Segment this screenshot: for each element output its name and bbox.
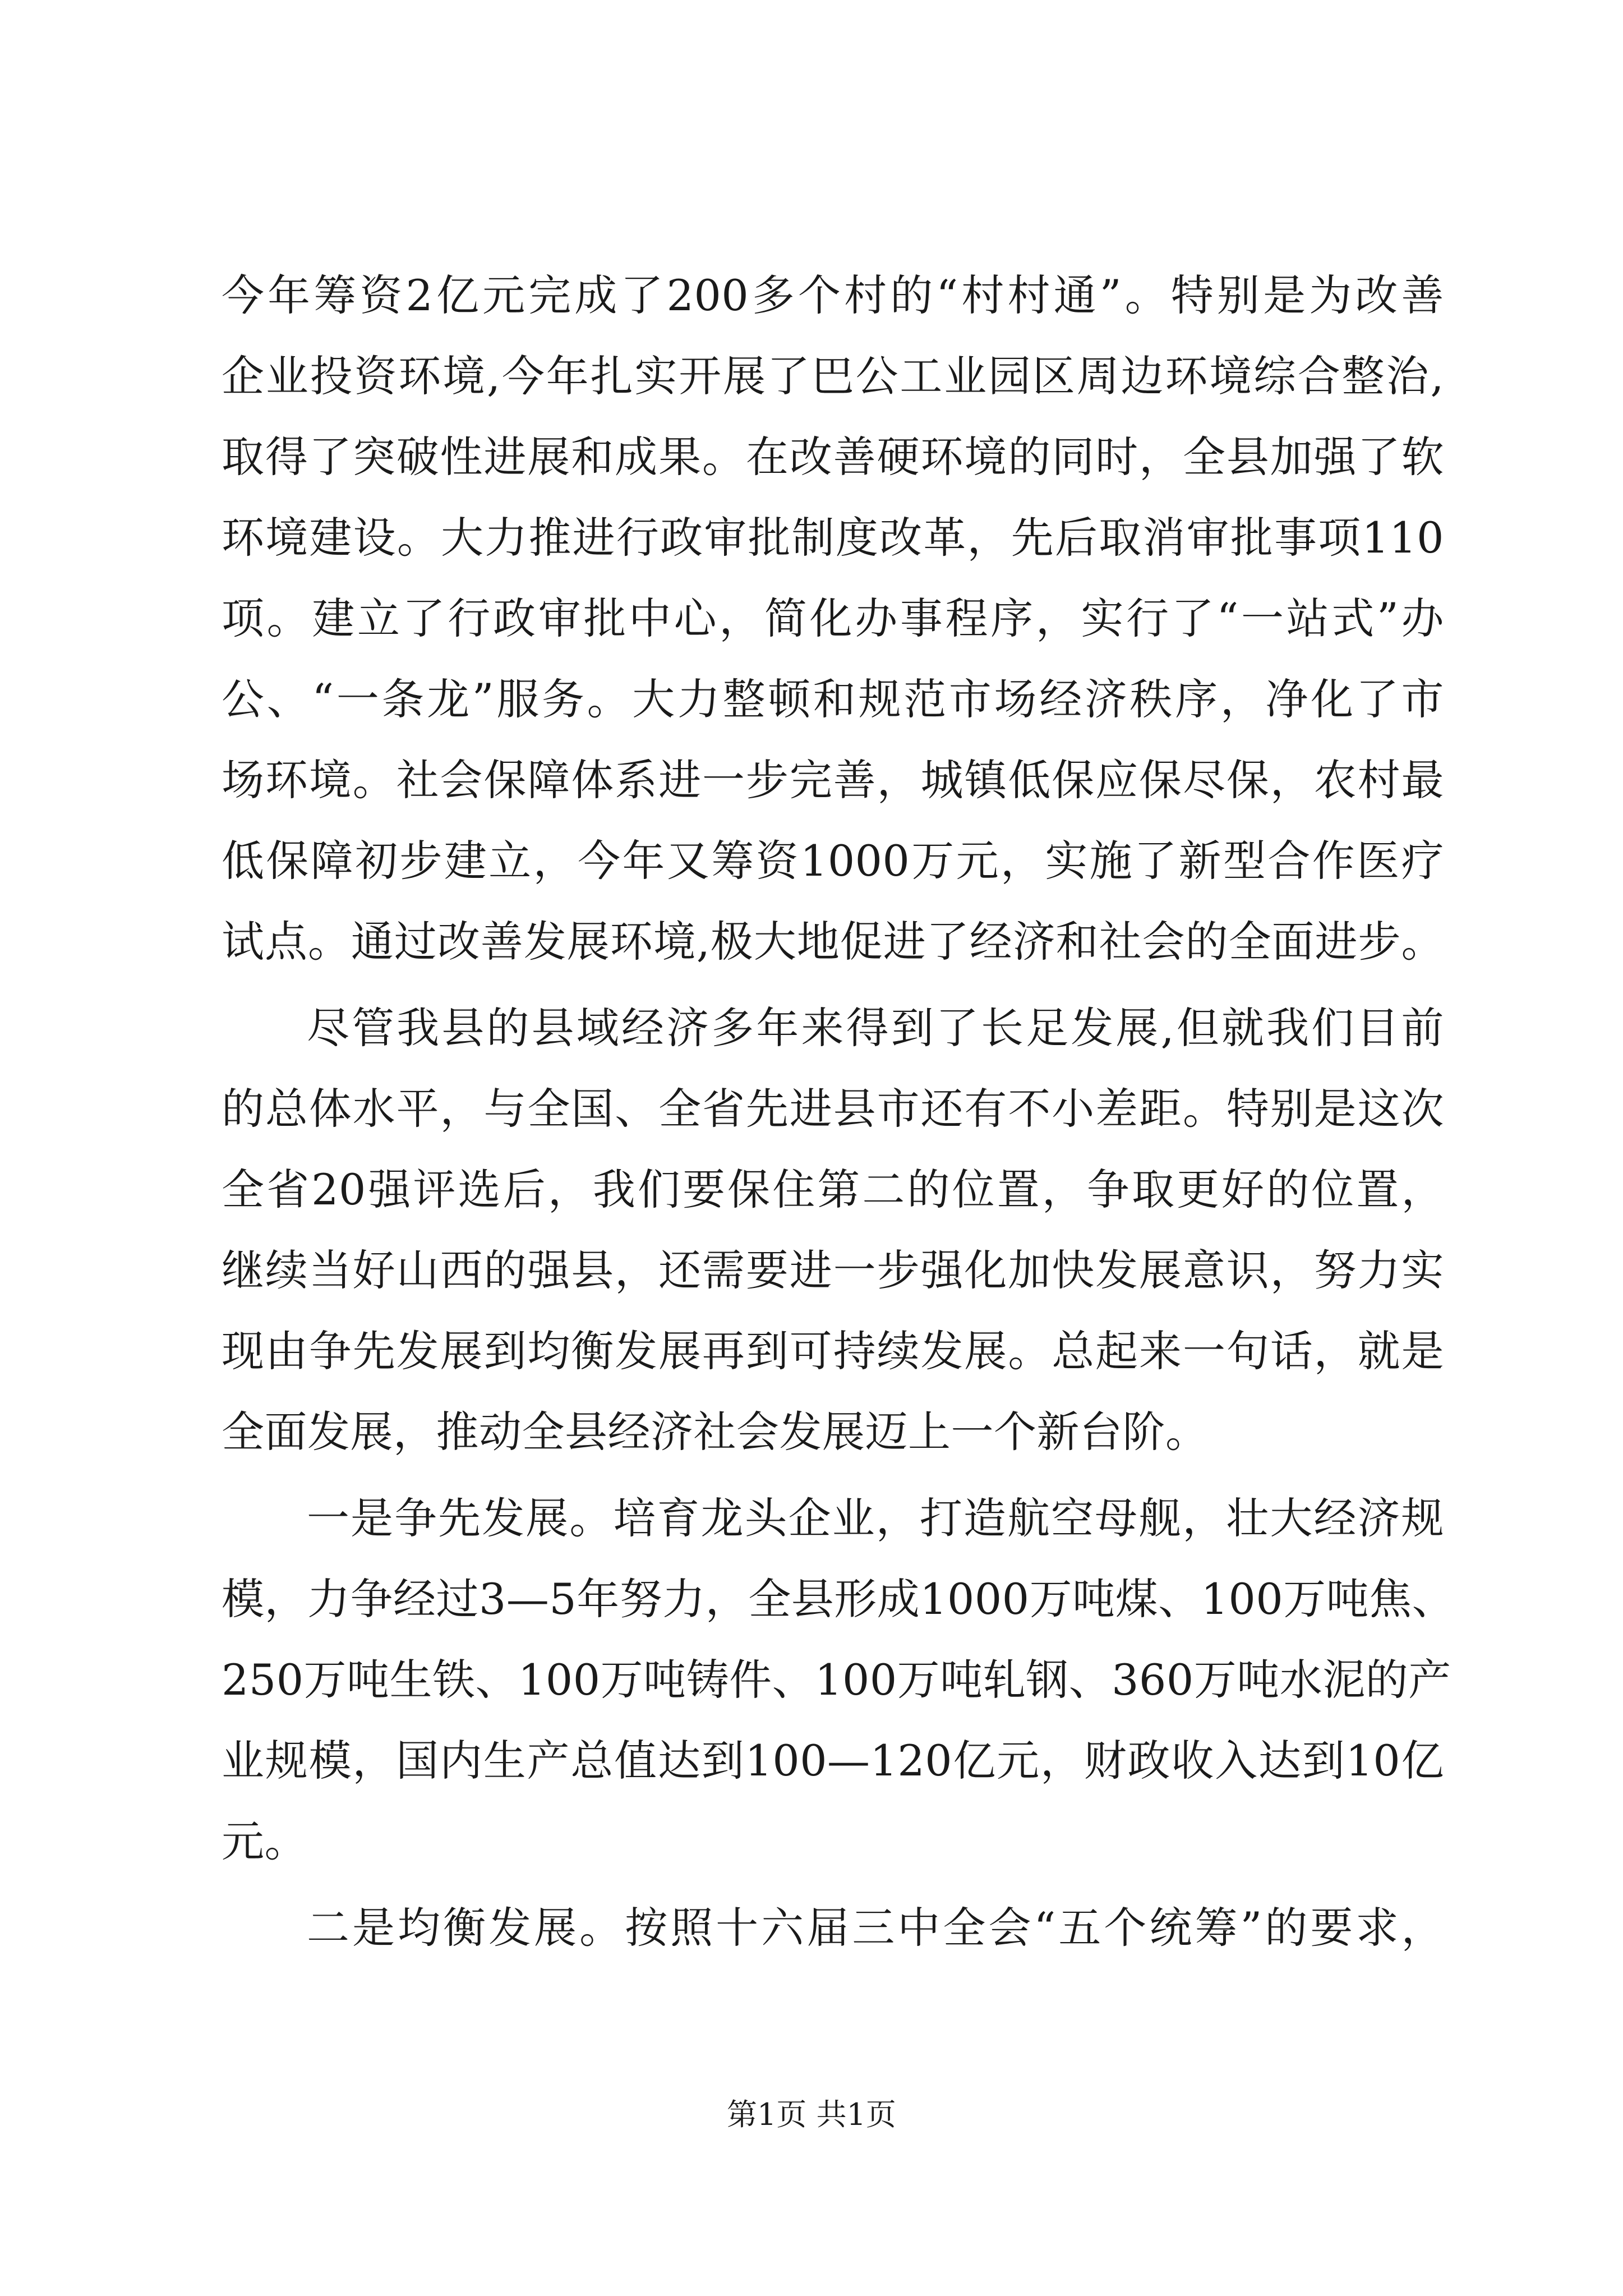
- paragraph-3-line-3: 250万吨生铁、100万吨铸件、100万吨轧钢、360万吨水泥的产: [222, 1655, 1451, 1705]
- paragraph-1-line-8: 低保障初步建立，今年又筹资1000万元，实施了新型合作医疗: [222, 836, 1444, 886]
- paragraph-1-line-2: 企业投资环境,今年扎实开展了巴公工业园区周边环境综合整治,: [222, 351, 1444, 401]
- paragraph-1-line-7: 场环境。社会保障体系进一步完善，城镇低保应保尽保，农村最: [222, 755, 1444, 805]
- paragraph-2-line-6: 全面发展，推动全县经济社会发展迈上一个新台阶。: [222, 1407, 1209, 1457]
- paragraph-3-line-5: 元。: [222, 1816, 307, 1866]
- paragraph-gap: [222, 1882, 1444, 1888]
- paragraph-4-line-1: 二是均衡发展。按照十六届三中全会“五个统筹”的要求，: [307, 1903, 1444, 1953]
- paragraph-2-line-1: 尽管我县的县域经济多年来得到了长足发展,但就我们目前: [307, 1003, 1444, 1053]
- paragraph-3-line-2: 模，力争经过3—5年努力，全县形成1000万吨煤、100万吨焦、: [222, 1574, 1455, 1624]
- paragraph-gap: [222, 1473, 1444, 1478]
- paragraph-3-line-4: 业规模，国内生产总值达到100—120亿元，财政收入达到10亿: [222, 1736, 1444, 1786]
- document-body: [222, 255, 1455, 1968]
- paragraph-3-line-1: 一是争先发展。培育龙头企业，打造航空母舰，壮大经济规: [307, 1493, 1444, 1543]
- page-footer: 第1页 共1页: [727, 2097, 896, 2132]
- paragraph-1-line-5: 项。建立了行政审批中心，简化办事程序，实行了“一站式”办: [222, 593, 1444, 643]
- paragraph-gap: [222, 982, 1444, 988]
- paragraph-1-line-3: 取得了突破性进展和成果。在改善硬环境的同时，全县加强了软: [222, 432, 1444, 482]
- paragraph-1-line-4: 环境建设。大力推进行政审批制度改革，先后取消审批事项110: [222, 513, 1444, 563]
- paragraph-2-line-3: 全省20强评选后，我们要保住第二的位置，争取更好的位置，: [222, 1165, 1444, 1214]
- paragraph-1-line-6: 公、“一条龙”服务。大力整顿和规范市场经济秩序，净化了市: [222, 674, 1444, 724]
- paragraph-2-line-5: 现由争先发展到均衡发展再到可持续发展。总起来一句话，就是: [222, 1326, 1444, 1376]
- paragraph-2-line-2: 的总体水平，与全国、全省先进县市还有不小差距。特别是这次: [222, 1084, 1444, 1134]
- paragraph-1-line-9: 试点。通过改善发展环境,极大地促进了经济和社会的全面进步。: [222, 917, 1444, 967]
- paragraph-1-line-1: 今年筹资2亿元完成了200多个村的“村村通”。特别是为改善: [222, 270, 1444, 320]
- paragraph-2-line-4: 继续当好山西的强县，还需要进一步强化加快发展意识，努力实: [222, 1245, 1444, 1295]
